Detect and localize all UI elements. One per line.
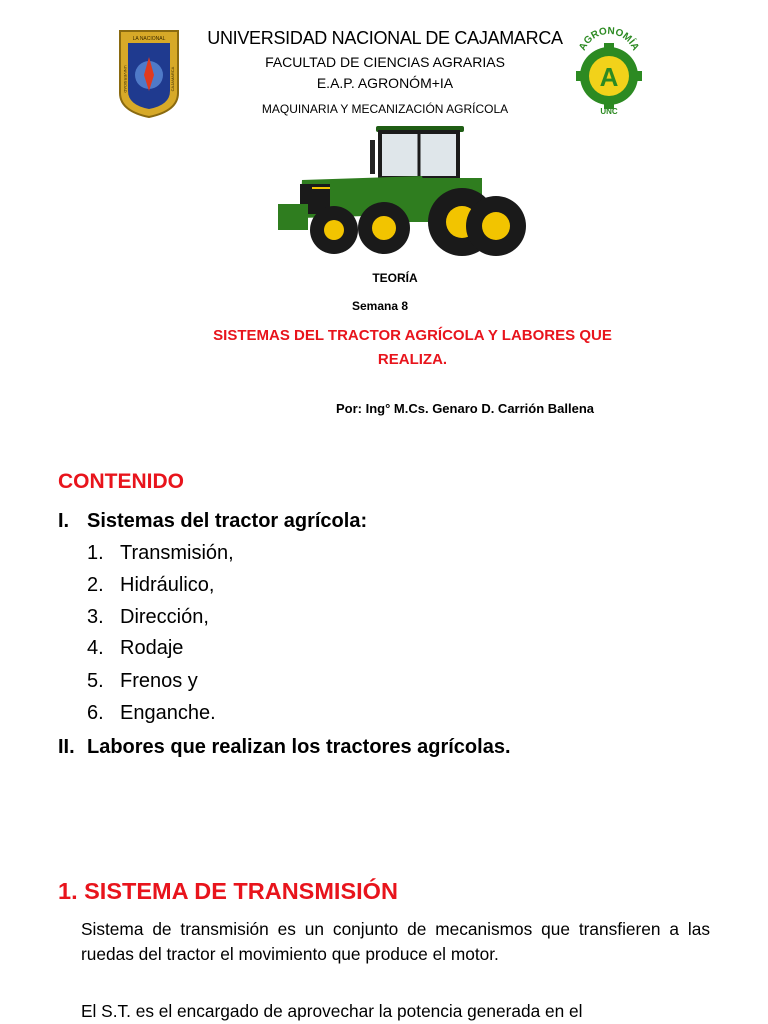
list-item-label: Dirección, (120, 606, 209, 628)
paragraph-2: El S.T. es el encargado de aprovechar la potencia generada en el (81, 1001, 583, 1021)
logo-text-left: UNIVERSIDAD (123, 65, 128, 93)
list-item-label: Transmisión, (120, 542, 234, 564)
list-item (87, 574, 214, 597)
list-item-number: 4. (87, 637, 104, 659)
section-i-title: Sistemas del tractor agrícola: (87, 510, 368, 532)
list-item-label: Frenos y (120, 670, 198, 692)
label-semana: Semana 8 (351, 299, 409, 313)
author-line: Por: Ing° M.Cs. Genaro D. Carrión Ballena (336, 401, 595, 416)
section-heading-transmision: 1. SISTEMA DE TRANSMISIÓN (58, 878, 398, 904)
section-ii-number: II. (58, 736, 75, 758)
paragraph-1: Sistema de transmisión es un conjunto de mecanismos que transfieren a las ruedas del tractor el movimiento que produce el motor. (81, 919, 710, 964)
university-title: UNIVERSIDAD NACIONAL DE CAJAMARCA (207, 28, 563, 48)
topic-title-line1: SISTEMAS DEL TRACTOR AGRÍCOLA Y LABORES QUE (213, 327, 612, 344)
list-item (87, 637, 183, 660)
list-item-number: 1. (87, 542, 104, 564)
logo-bottom-text: UNC (600, 107, 618, 116)
list-item (87, 542, 234, 565)
course-name: MAQUINARIA Y MECANIZACIÓN AGRÍCOLA (261, 102, 509, 116)
list-item-label: Hidráulico, (120, 574, 215, 596)
section-ii (58, 736, 511, 759)
section-i (58, 510, 367, 533)
list-item-label: Enganche. (120, 702, 216, 724)
faculty-name: FACULTAD DE CIENCIAS AGRARIAS (265, 54, 505, 70)
list-item-number: 3. (87, 606, 104, 628)
topic-title-line2: REALIZA. (377, 351, 448, 368)
section-i-number: I. (58, 510, 70, 532)
label-teoria: TEORÍA (372, 271, 418, 285)
list-item-number: 2. (87, 574, 104, 596)
list-item (87, 702, 216, 725)
tractor-image (272, 118, 528, 258)
logo-text-right: CAJAMARCA (170, 66, 175, 92)
list-item-number: 6. (87, 702, 104, 724)
logo-letter: A (599, 62, 619, 92)
logo-text-top: LA NACIONAL (132, 36, 166, 42)
section-ii-title: Labores que realizan los tractores agrícolas. (87, 736, 511, 758)
contents-heading: CONTENIDO (58, 470, 184, 493)
list-item (87, 606, 209, 629)
list-item-label: Rodaje (120, 637, 184, 659)
school-name: E.A.P. AGRONÓM+IA (316, 75, 454, 91)
logo-arc-text: AGRONOMÍA (577, 26, 641, 53)
list-item-number: 5. (87, 670, 104, 692)
list-item (87, 670, 198, 693)
